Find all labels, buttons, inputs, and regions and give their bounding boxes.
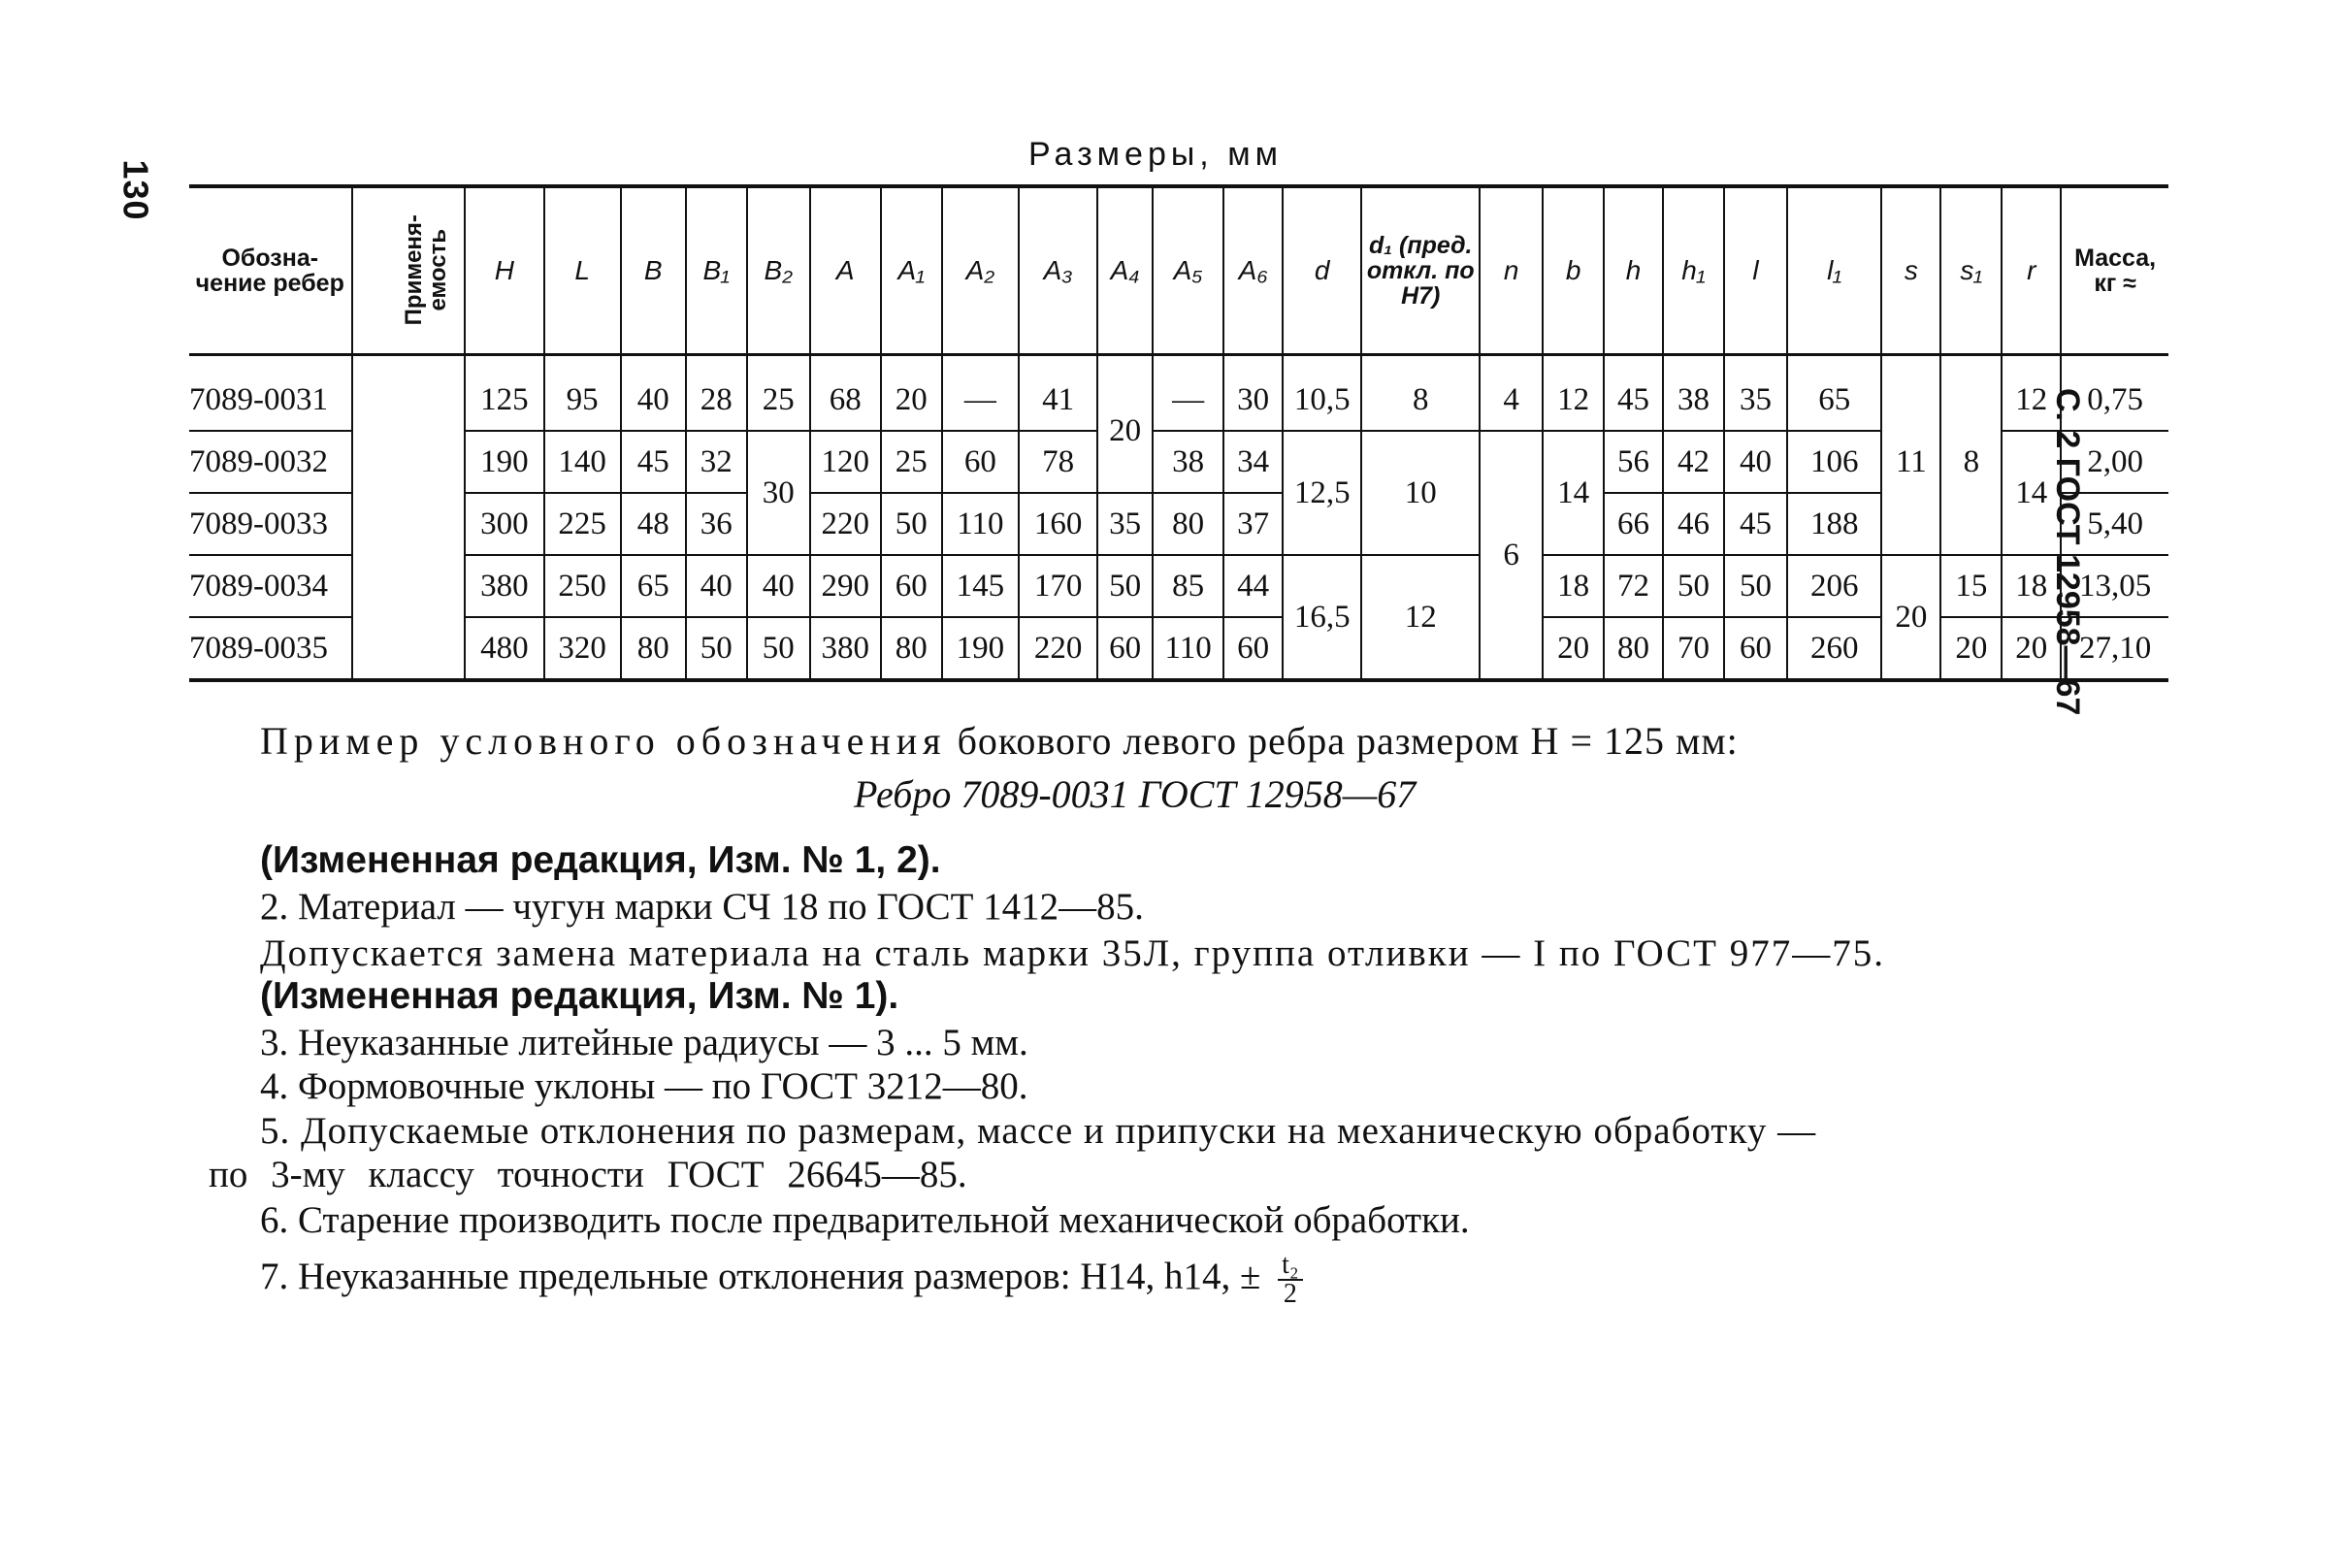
cell-n: 4 bbox=[1480, 355, 1543, 432]
cell-A2: — bbox=[942, 355, 1019, 432]
cell-A5: 80 bbox=[1153, 493, 1223, 555]
cell-A: 220 bbox=[810, 493, 881, 555]
header-A5: A₅ bbox=[1153, 186, 1223, 355]
header-B: B bbox=[621, 186, 686, 355]
cell-A3: 170 bbox=[1019, 555, 1097, 617]
cell-A: 380 bbox=[810, 617, 881, 680]
cell-L: 140 bbox=[544, 431, 621, 493]
cell-d: 10,5 bbox=[1283, 355, 1361, 432]
revision-note-1: (Измененная редакция, Изм. № 1). bbox=[260, 975, 899, 1017]
cell-s: 20 bbox=[1881, 555, 1940, 680]
cell-B1: 28 bbox=[686, 355, 747, 432]
cell-mass: 13,05 bbox=[2061, 555, 2168, 617]
cell-A4: 50 bbox=[1097, 555, 1153, 617]
header-mass: Масса, кг ≈ bbox=[2061, 186, 2168, 355]
header-A6: A₆ bbox=[1223, 186, 1283, 355]
cell-A: 290 bbox=[810, 555, 881, 617]
cell-h: 80 bbox=[1604, 617, 1663, 680]
cell-b: 12 bbox=[1543, 355, 1604, 432]
cell-mass: 0,75 bbox=[2061, 355, 2168, 432]
note-item-5-line2: по 3-му классу точности ГОСТ 26645—85. bbox=[209, 1154, 967, 1195]
cell-d: 12,5 bbox=[1283, 431, 1361, 555]
cell-l1: 65 bbox=[1787, 355, 1881, 432]
dimensions-table-container bbox=[189, 184, 2168, 682]
cell-mass: 5,40 bbox=[2061, 493, 2168, 555]
cell-A6: 60 bbox=[1223, 617, 1283, 680]
cell-designation: 7089-0031 bbox=[189, 381, 328, 417]
note-item-7-text: 7. Неуказанные предельные отклонения размеров: H14, h14, ± bbox=[260, 1255, 1261, 1297]
cell-l1: 260 bbox=[1787, 617, 1881, 680]
cell-s1: 15 bbox=[1940, 555, 2002, 617]
cell-A4: 35 bbox=[1097, 493, 1153, 555]
cell-b: 18 bbox=[1543, 555, 1604, 617]
cell-H: 380 bbox=[465, 555, 543, 617]
cell-B: 80 bbox=[621, 617, 686, 680]
header-s1: s₁ bbox=[1940, 186, 2002, 355]
header-B1: B₁ bbox=[686, 186, 747, 355]
cell-A1: 20 bbox=[881, 355, 942, 432]
cell-A5: 85 bbox=[1153, 555, 1223, 617]
cell-B: 48 bbox=[621, 493, 686, 555]
cell-A4: 20 bbox=[1097, 355, 1153, 494]
cell-A1: 50 bbox=[881, 493, 942, 555]
header-A2: A₂ bbox=[942, 186, 1019, 355]
cell-l: 35 bbox=[1724, 355, 1787, 432]
table-row bbox=[189, 355, 2168, 432]
cell-l: 50 bbox=[1724, 555, 1787, 617]
cell-designation: 7089-0032 bbox=[189, 431, 352, 493]
header-h: h bbox=[1604, 186, 1663, 355]
table-row bbox=[189, 555, 2168, 617]
cell-B2: 40 bbox=[747, 555, 810, 617]
cell-s1: 8 bbox=[1940, 355, 2002, 556]
cell-h: 72 bbox=[1604, 555, 1663, 617]
cell-H: 480 bbox=[465, 617, 543, 680]
cell-h1: 46 bbox=[1663, 493, 1724, 555]
cell-A2: 145 bbox=[942, 555, 1019, 617]
header-d1: d₁ (пред. откл. по H7) bbox=[1361, 186, 1480, 355]
header-H: H bbox=[465, 186, 543, 355]
cell-r: 20 bbox=[2002, 617, 2061, 680]
table-header-row bbox=[189, 186, 2168, 355]
header-d: d bbox=[1283, 186, 1361, 355]
table-row bbox=[189, 493, 2168, 555]
cell-mass: 27,10 bbox=[2061, 617, 2168, 680]
header-designation: Обозна-чение ребер bbox=[189, 186, 352, 355]
cell-A6: 34 bbox=[1223, 431, 1283, 493]
cell-B2: 25 bbox=[747, 355, 810, 432]
cell-d1: 8 bbox=[1361, 355, 1480, 432]
note-item-2-sub: Допускается замена материала на сталь марки 35Л, группа отливки — I по ГОСТ 977—75. bbox=[260, 932, 1886, 974]
header-s: s bbox=[1881, 186, 1940, 355]
cell-H: 125 bbox=[465, 355, 543, 432]
cell-h1: 42 bbox=[1663, 431, 1724, 493]
cell-A6: 44 bbox=[1223, 555, 1283, 617]
cell-B1: 36 bbox=[686, 493, 747, 555]
cell-A1: 80 bbox=[881, 617, 942, 680]
cell-d1: 12 bbox=[1361, 555, 1480, 680]
note-item-5-line1: 5. Допускаемые отклонения по размерам, массе и припуски на механическую обработку — bbox=[260, 1110, 1817, 1152]
header-l1: l₁ bbox=[1787, 186, 1881, 355]
note-item-6: 6. Старение производить после предварительной механической обработки. bbox=[260, 1199, 1470, 1241]
header-B2: B₂ bbox=[747, 186, 810, 355]
example-intro-rest: бокового левого ребра размером H = 125 мм: bbox=[957, 719, 1739, 763]
cell-l: 60 bbox=[1724, 617, 1787, 680]
designation-example-intro bbox=[260, 718, 2162, 764]
header-r: r bbox=[2002, 186, 2061, 355]
header-A3: A₃ bbox=[1019, 186, 1097, 355]
cell-B1: 40 bbox=[686, 555, 747, 617]
note-item-4: 4. Формовочные уклоны — по ГОСТ 3212—80. bbox=[260, 1065, 1028, 1107]
example-intro-spaced: Пример условного обозначения bbox=[260, 719, 947, 763]
cell-applicability bbox=[352, 355, 466, 681]
cell-s1: 20 bbox=[1940, 617, 2002, 680]
cell-B1: 50 bbox=[686, 617, 747, 680]
cell-A: 120 bbox=[810, 431, 881, 493]
cell-H: 190 bbox=[465, 431, 543, 493]
note-item-2: 2. Материал — чугун марки СЧ 18 по ГОСТ 1412—85. bbox=[260, 886, 1144, 928]
cell-b: 14 bbox=[1543, 431, 1604, 555]
cell-A5: 110 bbox=[1153, 617, 1223, 680]
cell-designation: 7089-0034 bbox=[189, 555, 352, 617]
cell-r: 12 bbox=[2002, 355, 2061, 432]
cell-A2: 110 bbox=[942, 493, 1019, 555]
table-row bbox=[189, 431, 2168, 493]
note-item-7 bbox=[260, 1252, 1303, 1308]
page-number: 130 bbox=[115, 159, 156, 221]
header-A: A bbox=[810, 186, 881, 355]
cell-s: 11 bbox=[1881, 355, 1940, 556]
header-L: L bbox=[544, 186, 621, 355]
cell-d: 16,5 bbox=[1283, 555, 1361, 680]
cell-designation: 7089-0035 bbox=[189, 617, 352, 680]
fraction-numerator: t₂ bbox=[1278, 1252, 1303, 1281]
cell-n: 6 bbox=[1480, 431, 1543, 680]
header-A4: A₄ bbox=[1097, 186, 1153, 355]
cell-A3: 220 bbox=[1019, 617, 1097, 680]
cell-B1: 32 bbox=[686, 431, 747, 493]
cell-A6: 30 bbox=[1223, 355, 1283, 432]
table-row bbox=[189, 617, 2168, 680]
cell-l1: 206 bbox=[1787, 555, 1881, 617]
cell-l: 40 bbox=[1724, 431, 1787, 493]
cell-designation: 7089-0033 bbox=[189, 493, 352, 555]
cell-A2: 60 bbox=[942, 431, 1019, 493]
cell-h: 56 bbox=[1604, 431, 1663, 493]
cell-A1: 60 bbox=[881, 555, 942, 617]
cell-L: 320 bbox=[544, 617, 621, 680]
cell-L: 95 bbox=[544, 355, 621, 432]
fraction-denominator: 2 bbox=[1283, 1279, 1297, 1309]
cell-l: 45 bbox=[1724, 493, 1787, 555]
header-A1: A₁ bbox=[881, 186, 942, 355]
table-caption: Размеры, мм bbox=[1028, 136, 1283, 173]
cell-r: 14 bbox=[2002, 431, 2061, 555]
header-l: l bbox=[1724, 186, 1787, 355]
dimensions-table bbox=[189, 184, 2168, 682]
revision-note-1-2: (Измененная редакция, Изм. № 1, 2). bbox=[260, 839, 941, 881]
cell-A5: 38 bbox=[1153, 431, 1223, 493]
cell-B2: 30 bbox=[747, 431, 810, 555]
header-b: b bbox=[1543, 186, 1604, 355]
cell-l1: 106 bbox=[1787, 431, 1881, 493]
side-standard-reference: С. 2 ГОСТ 12958—67 bbox=[2049, 388, 2086, 716]
cell-B: 40 bbox=[621, 355, 686, 432]
cell-A6: 37 bbox=[1223, 493, 1283, 555]
cell-A3: 41 bbox=[1019, 355, 1097, 432]
cell-h1: 70 bbox=[1663, 617, 1724, 680]
cell-b: 20 bbox=[1543, 617, 1604, 680]
cell-mass: 2,00 bbox=[2061, 431, 2168, 493]
cell-A5: — bbox=[1153, 355, 1223, 432]
header-n: n bbox=[1480, 186, 1543, 355]
cell-A4: 60 bbox=[1097, 617, 1153, 680]
cell-A1: 25 bbox=[881, 431, 942, 493]
cell-B2: 50 bbox=[747, 617, 810, 680]
cell-B: 45 bbox=[621, 431, 686, 493]
cell-L: 250 bbox=[544, 555, 621, 617]
cell-A3: 160 bbox=[1019, 493, 1097, 555]
cell-H: 300 bbox=[465, 493, 543, 555]
cell-L: 225 bbox=[544, 493, 621, 555]
cell-A3: 78 bbox=[1019, 431, 1097, 493]
cell-h1: 38 bbox=[1663, 355, 1724, 432]
header-applicability-label: Применя-емость bbox=[400, 213, 451, 326]
designation-example: Ребро 7089-0031 ГОСТ 12958—67 bbox=[854, 772, 1417, 816]
cell-h: 66 bbox=[1604, 493, 1663, 555]
tolerance-fraction bbox=[1278, 1252, 1303, 1308]
cell-r: 18 bbox=[2002, 555, 2061, 617]
cell-h1: 50 bbox=[1663, 555, 1724, 617]
cell-l1: 188 bbox=[1787, 493, 1881, 555]
cell-B: 65 bbox=[621, 555, 686, 617]
note-item-3: 3. Неуказанные литейные радиусы — 3 ... 5 мм. bbox=[260, 1022, 1028, 1063]
cell-d1: 10 bbox=[1361, 431, 1480, 555]
cell-A: 68 bbox=[810, 355, 881, 432]
cell-A2: 190 bbox=[942, 617, 1019, 680]
header-h1: h₁ bbox=[1663, 186, 1724, 355]
header-applicability bbox=[352, 186, 466, 355]
cell-h: 45 bbox=[1604, 355, 1663, 432]
